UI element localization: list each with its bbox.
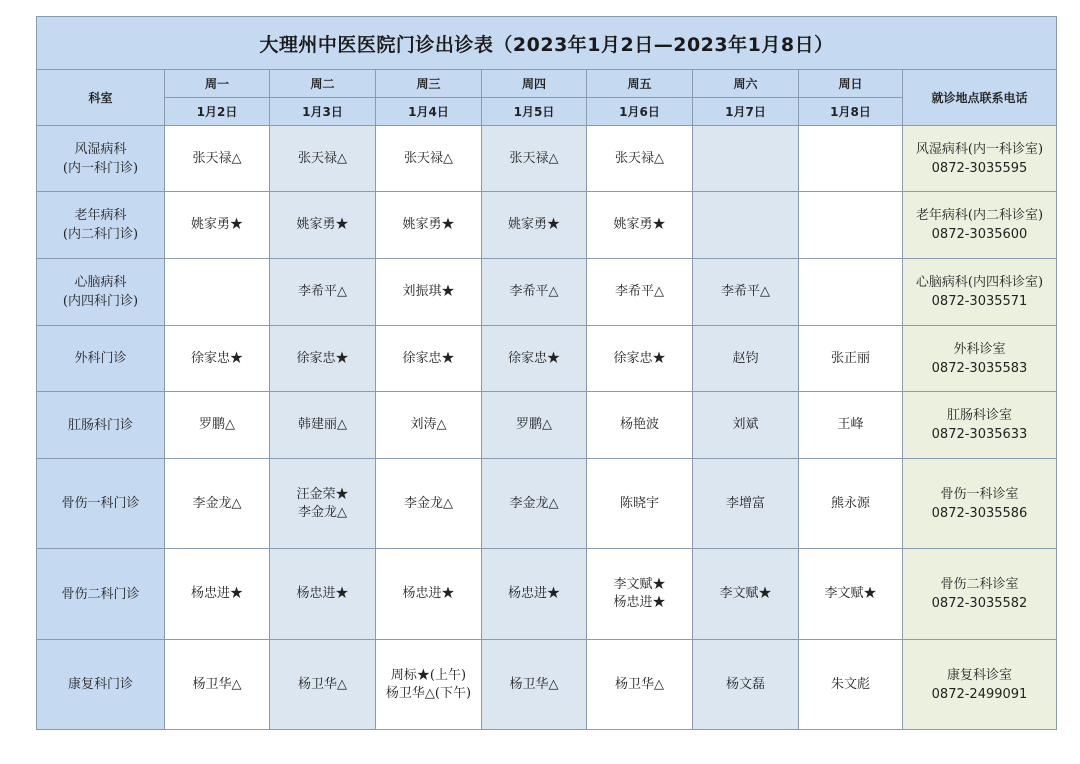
schedule-cell	[270, 326, 376, 392]
doctor-name: 陈晓宇	[619, 495, 659, 511]
schedule-cell	[693, 326, 799, 392]
doctor-name: 汪金荣★	[296, 486, 349, 502]
date-header: 1月4日	[376, 98, 482, 126]
dept-label: 外科门诊	[74, 351, 127, 366]
schedule-cell	[376, 326, 482, 392]
day-header: 周一	[165, 70, 270, 98]
doctor-name: 杨卫华△	[509, 676, 559, 692]
schedule-cell	[376, 640, 482, 730]
day-header: 周三	[376, 70, 482, 98]
doctor-name: 杨文磊	[725, 676, 765, 692]
doctor-name: 徐家忠★	[190, 350, 243, 366]
schedule-cell	[482, 459, 587, 549]
doctor-name: 李文赋★	[824, 586, 877, 601]
dept-cell	[37, 459, 165, 549]
doctor-name: 徐家忠★	[507, 350, 560, 366]
dept-label: 骨伤一科门诊	[61, 496, 140, 511]
doctor-name: 杨忠进★	[613, 595, 666, 610]
table-row	[37, 326, 1057, 392]
doctor-name: 李金龙△	[298, 504, 347, 520]
date-header: 1月2日	[165, 98, 270, 126]
page-title: 大理州中医医院门诊出诊表（2023年1月2日—2023年1月8日）	[37, 17, 1057, 70]
doctor-name: 罗鹏△	[199, 417, 235, 432]
location-cell	[903, 259, 1057, 326]
schedule-cell	[799, 259, 903, 326]
doctor-name: 周标★(上午)	[390, 667, 467, 683]
doctor-name: 姚家勇★	[613, 217, 666, 232]
schedule-cell	[799, 459, 903, 549]
schedule-cell	[799, 126, 903, 192]
schedule-cell	[482, 192, 587, 259]
phone-number: 0872-3035582	[931, 596, 1028, 611]
doctor-name: 李希平△	[298, 284, 347, 299]
schedule-cell	[482, 259, 587, 326]
location-cell	[903, 459, 1057, 549]
clinic-room: 骨伤一科诊室	[940, 486, 1019, 502]
clinic-room: 肛肠科诊室	[946, 408, 1012, 423]
location-cell	[903, 549, 1057, 640]
dept-cell	[37, 326, 165, 392]
schedule-cell	[482, 640, 587, 730]
doctor-name: 李希平△	[721, 284, 770, 299]
doctor-name: 姚家勇★	[402, 217, 455, 232]
doctor-name: 刘振琪★	[402, 284, 455, 299]
dept-label: (内一科门诊)	[62, 160, 139, 176]
doctor-name: 张正丽	[830, 350, 870, 366]
doctor-name: 李金龙△	[509, 495, 559, 511]
schedule-cell	[482, 392, 587, 459]
day-header: 周二	[270, 70, 376, 98]
dept-cell	[37, 640, 165, 730]
schedule-cell	[587, 640, 693, 730]
location-cell	[903, 326, 1057, 392]
doctor-name: 徐家忠★	[296, 350, 349, 366]
doctor-name: 韩建丽△	[298, 417, 347, 432]
schedule-cell	[270, 459, 376, 549]
doctor-name: 张天禄△	[192, 150, 242, 166]
dept-cell	[37, 549, 165, 640]
schedule-cell	[270, 640, 376, 730]
schedule-cell	[376, 259, 482, 326]
schedule-cell	[693, 259, 799, 326]
doctor-name: 张天禄△	[615, 150, 664, 166]
schedule-cell	[587, 459, 693, 549]
date-header: 1月7日	[693, 98, 799, 126]
location-header: 就诊地点联系电话	[903, 70, 1057, 126]
doctor-name: 杨忠进★	[402, 586, 455, 601]
dept-cell	[37, 259, 165, 326]
schedule-cell	[270, 126, 376, 192]
schedule-body	[37, 126, 1057, 730]
doctor-name: 杨卫华△(下午)	[385, 685, 472, 701]
doctor-name: 王峰	[837, 417, 864, 432]
dept-label: 风湿病科	[74, 141, 127, 157]
doctor-name: 张天禄△	[509, 150, 559, 166]
table-row	[37, 549, 1057, 640]
schedule-cell	[376, 459, 482, 549]
phone-number: 0872-3035595	[931, 160, 1028, 176]
doctor-name: 杨艳波	[619, 417, 659, 432]
schedule-cell	[165, 549, 270, 640]
dept-label: 肛肠科门诊	[67, 417, 133, 433]
doctor-name: 杨卫华△	[298, 676, 347, 692]
day-header: 周六	[693, 70, 799, 98]
schedule-cell	[693, 549, 799, 640]
phone-number: 0872-3035571	[931, 294, 1028, 309]
schedule-cell	[270, 192, 376, 259]
schedule-cell	[165, 259, 270, 326]
doctor-name: 朱文彪	[830, 676, 870, 692]
schedule-cell	[799, 392, 903, 459]
table-row	[37, 459, 1057, 549]
schedule-cell	[693, 192, 799, 259]
schedule-cell	[587, 259, 693, 326]
doctor-name: 罗鹏△	[516, 417, 552, 432]
schedule-cell	[165, 392, 270, 459]
doctor-name: 李金龙△	[192, 495, 242, 511]
dept-label: 康复科门诊	[67, 677, 133, 692]
schedule-cell	[693, 459, 799, 549]
clinic-room: 骨伤二科诊室	[940, 577, 1019, 592]
schedule-cell	[165, 640, 270, 730]
doctor-name: 杨忠进★	[296, 586, 349, 601]
schedule-cell	[482, 326, 587, 392]
schedule-cell	[587, 192, 693, 259]
schedule-cell	[693, 640, 799, 730]
dept-cell	[37, 192, 165, 259]
doctor-name: 李希平△	[615, 284, 664, 299]
schedule-cell	[165, 459, 270, 549]
schedule-cell	[482, 549, 587, 640]
doctor-name: 熊永源	[830, 495, 870, 511]
schedule-cell	[165, 126, 270, 192]
doctor-name: 李增富	[725, 495, 765, 511]
day-header: 周五	[587, 70, 693, 98]
doctor-name: 李金龙△	[404, 495, 453, 511]
clinic-room: 康复科诊室	[946, 667, 1012, 683]
doctor-name: 杨卫华△	[615, 676, 664, 692]
schedule-cell	[270, 549, 376, 640]
dept-header: 科室	[37, 70, 165, 126]
schedule-cell	[376, 392, 482, 459]
schedule-cell	[587, 326, 693, 392]
schedule-cell	[799, 640, 903, 730]
doctor-name: 刘斌	[732, 417, 759, 432]
table-row	[37, 126, 1057, 192]
schedule-cell	[799, 326, 903, 392]
dept-cell	[37, 126, 165, 192]
doctor-name: 徐家忠★	[613, 350, 666, 366]
table-row	[37, 192, 1057, 259]
schedule-cell	[270, 392, 376, 459]
schedule-cell	[376, 126, 482, 192]
clinic-room: 风湿病科(内一科诊室)	[915, 141, 1044, 157]
doctor-name: 徐家忠★	[402, 350, 455, 366]
doctor-name: 姚家勇★	[296, 217, 349, 232]
doctor-name: 杨忠进★	[507, 586, 560, 601]
phone-number: 0872-2499091	[931, 686, 1028, 702]
dept-label: 骨伤二科门诊	[61, 586, 140, 602]
dept-label: 老年病科	[74, 208, 127, 223]
doctor-name: 刘涛△	[410, 417, 447, 432]
schedule-cell	[799, 549, 903, 640]
schedule-cell	[799, 192, 903, 259]
date-header: 1月8日	[799, 98, 903, 126]
schedule-cell	[165, 326, 270, 392]
date-header: 1月6日	[587, 98, 693, 126]
dept-label: (内四科门诊)	[62, 294, 139, 309]
table-row	[37, 640, 1057, 730]
doctor-name: 李希平△	[509, 284, 559, 299]
schedule-cell	[482, 126, 587, 192]
phone-number: 0872-3035600	[931, 227, 1028, 242]
dept-label: 心脑病科	[74, 275, 127, 290]
location-cell	[903, 126, 1057, 192]
schedule-cell	[270, 259, 376, 326]
location-cell	[903, 392, 1057, 459]
doctor-name: 姚家勇★	[507, 217, 560, 232]
schedule-cell	[587, 126, 693, 192]
table-row	[37, 259, 1057, 326]
doctor-name: 姚家勇★	[190, 217, 243, 232]
schedule-cell	[693, 126, 799, 192]
dept-label: (内二科门诊)	[62, 227, 139, 242]
phone-number: 0872-3035633	[931, 427, 1028, 442]
doctor-name: 李文赋★	[719, 586, 772, 601]
doctor-name: 张天禄△	[298, 150, 347, 166]
phone-number: 0872-3035586	[931, 505, 1028, 521]
schedule-table	[36, 16, 1057, 730]
date-header: 1月3日	[270, 98, 376, 126]
clinic-room: 老年病科(内二科诊室)	[915, 208, 1044, 223]
location-cell	[903, 192, 1057, 259]
phone-number: 0872-3035583	[931, 360, 1028, 376]
day-header: 周日	[799, 70, 903, 98]
schedule-cell	[693, 392, 799, 459]
location-cell	[903, 640, 1057, 730]
doctor-name: 李文赋★	[613, 577, 666, 592]
doctor-name: 杨忠进★	[190, 586, 243, 601]
table-row	[37, 392, 1057, 459]
schedule-cell	[587, 549, 693, 640]
doctor-name: 杨卫华△	[192, 676, 242, 692]
schedule-cell	[165, 192, 270, 259]
date-header: 1月5日	[482, 98, 587, 126]
doctor-name: 张天禄△	[404, 150, 453, 166]
clinic-room: 心脑病科(内四科诊室)	[915, 275, 1044, 290]
day-header: 周四	[482, 70, 587, 98]
schedule-cell	[376, 192, 482, 259]
schedule-cell	[376, 549, 482, 640]
clinic-room: 外科诊室	[953, 341, 1006, 357]
doctor-name: 赵钧	[732, 350, 759, 366]
schedule-cell	[587, 392, 693, 459]
dept-cell	[37, 392, 165, 459]
